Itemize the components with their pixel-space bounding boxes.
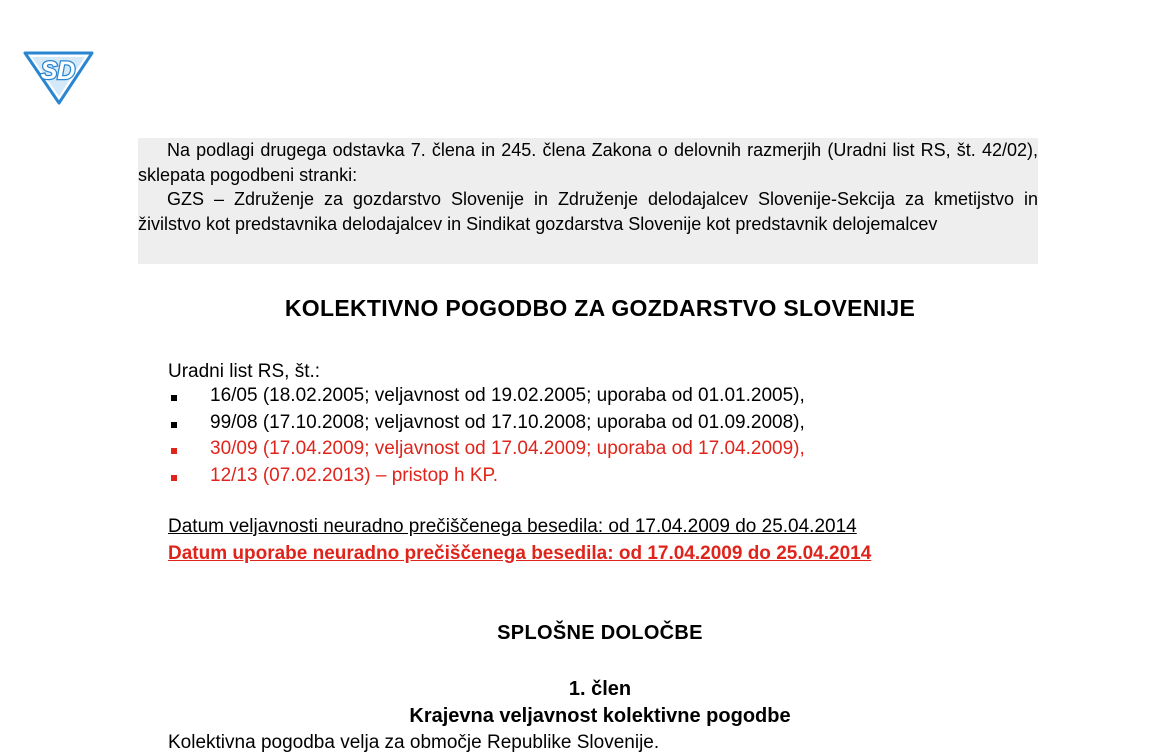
gazette-item	[168, 412, 805, 439]
document-title: KOLEKTIVNO POGODBO ZA GOZDARSTVO SLOVENIJE	[284, 295, 916, 321]
intro-paragraph-legal-basis: Na podlagi drugega odstavka 7. člena in 245. člena Zakona o delovnih razmerjih (Uradni list RS, št. 42/02), sklepata pogodbeni stranki:	[138, 140, 1038, 185]
gazette-item	[168, 385, 805, 412]
article-title: Krajevna veljavnost kolektivne pogodbe	[409, 705, 791, 727]
gazette-item-text: 16/05 (18.02.2005; veljavnost od 19.02.2005; uporaba od 01.01.2005),	[210, 385, 805, 406]
gazette-heading: Uradni list RS, št.:	[168, 361, 321, 382]
bullet-icon	[171, 395, 177, 401]
gazette-item-text: 12/13 (07.02.2013) – pristop h KP.	[210, 464, 499, 486]
use-date-line: Datum uporabe neuradno prečiščenega besedila: od 17.04.2009 do 25.04.2014	[168, 543, 872, 564]
article-text: Kolektivna pogodba velja za območje Republike Slovenije.	[168, 732, 660, 753]
validity-date-line: Datum veljavnosti neuradno prečiščenega besedila: od 17.04.2009 do 25.04.2014	[168, 516, 857, 537]
logo-lettering: SD	[40, 57, 76, 85]
bullet-icon	[171, 422, 177, 428]
gazette-item-text: 30/09 (17.04.2009; veljavnost od 17.04.2009; uporaba od 17.04.2009),	[210, 438, 805, 459]
intro-paragraph-parties: GZS – Združenje za gozdarstvo Slovenije in Združenje delodajalcev Slovenije-Sekcija za kmetijstvo in živilstvo kot predstavnika delodajalcev in Sindikat gozdarstva Slovenije kot predstavnik delojemalcev	[138, 189, 1038, 234]
sd-logo	[22, 48, 96, 106]
gazette-list	[168, 385, 805, 491]
gazette-item	[168, 438, 805, 465]
bullet-icon	[171, 448, 177, 454]
intro-block	[138, 138, 1038, 264]
gazette-item	[168, 465, 805, 492]
bullet-icon	[171, 475, 177, 481]
gazette-item-text: 99/08 (17.10.2008; veljavnost od 17.10.2008; uporaba od 01.09.2008),	[210, 411, 805, 433]
section-heading: SPLOŠNE DOLOČBE	[497, 622, 703, 644]
article-number: 1. člen	[568, 678, 632, 700]
